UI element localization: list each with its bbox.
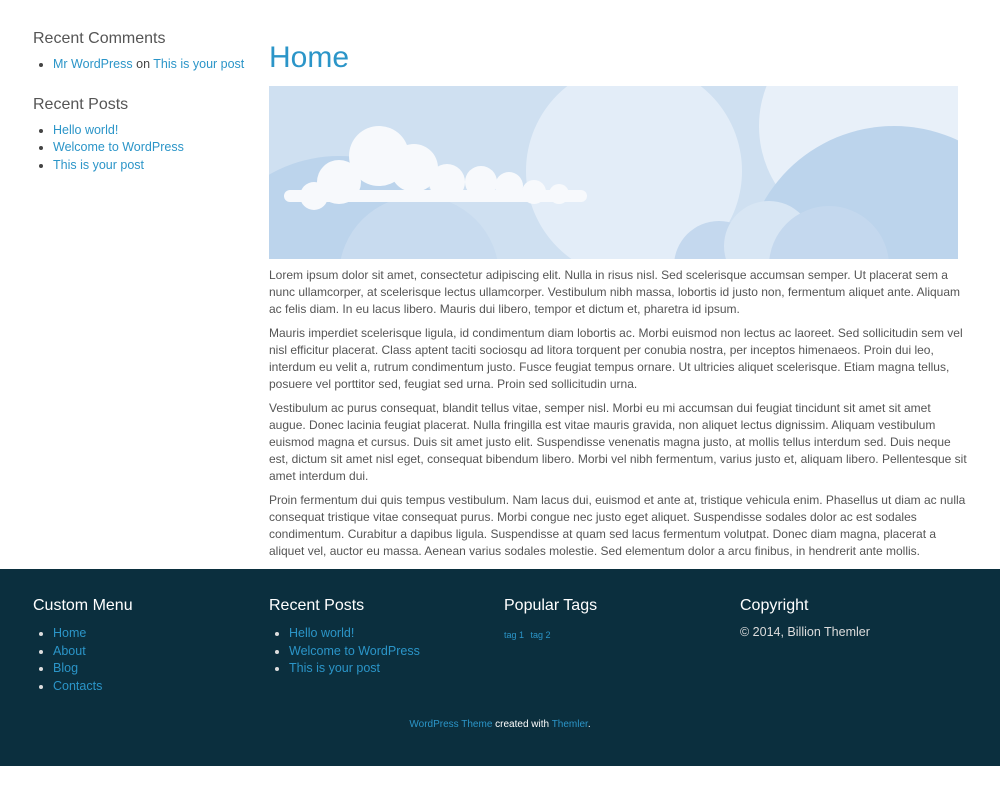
footer-popular-tags-title: Popular Tags [504,597,598,614]
footer-post-hello-world[interactable]: Hello world! [289,626,355,640]
footer-popular-tags [504,597,724,643]
themler-link[interactable]: Themler [551,719,588,730]
recent-post-link-hello-world[interactable]: Hello world! [53,122,119,137]
header-banner-image [269,86,958,259]
footer-recent-posts [269,597,489,678]
list-item [53,678,253,696]
recent-post-link-welcome[interactable]: Welcome to WordPress [53,140,184,154]
comment-author-link[interactable]: Mr WordPress [53,57,133,71]
footer-copyright [740,597,960,639]
recent-post-link-your-post[interactable]: This is your post [53,157,145,172]
footer-menu-list [33,625,253,695]
list-item [53,122,248,140]
page-title: Home [269,41,350,74]
recent-comments-list [33,56,248,74]
recent-posts-title: Recent Posts [33,95,129,113]
list-item [53,643,253,661]
recent-comments-title: Recent Comments [33,30,166,47]
comment-item [53,56,248,74]
tag-cloud [504,625,724,643]
footer-copyright-title: Copyright [740,597,809,614]
list-item [53,625,253,643]
main-content [269,40,968,567]
footer-custom-menu [33,597,253,695]
comment-on-text: on [136,57,151,71]
list-item [289,643,489,661]
footer-recent-posts-title: Recent Posts [269,597,365,614]
footer-custom-menu-title: Custom Menu [33,597,133,614]
list-item [289,660,489,678]
site-footer [0,569,1000,766]
list-item [53,139,248,157]
footer-post-your-post[interactable]: This is your post [289,661,381,675]
content-paragraph-3: Vestibulum ac purus consequat, blandit tellus vitae, semper nisl. Morbi eu mi accumsan dui feugiat tincidunt sit amet sit amet augue. Donec lacinia feugiat placerat. Nulla fringilla est vitae mauris gravida, non aliquet lectus dignissim. Aliquam vestibulum euismod magna et cursus. Duis sit amet justo elit. Suspendisse venenatis magna justo, at mollis tellus interdum sed. Duis neque est, dictum sit amet nisl eget, consequat bibendum libero. Morbi vel nibh fermentum, varius justo et, aliquam libero. Pellentesque sit amet interdum dui. [269,401,967,483]
footer-menu-about[interactable]: About [53,643,86,658]
footer-post-welcome[interactable]: Welcome to WordPress [289,643,420,658]
content-paragraph-4: Proin fermentum dui quis tempus vestibulum. Nam lacus dui, euismod et ante at, tristique vehicula enim. Phasellus ut diam ac nulla consequat tristique vitae consequat purus. Morbi congue nec justo eget aliquet. Suspendisse sodales dolor ac est sodales condimentum. Curabitur a dapibus ligula. Suspendisse at quam sed lacus fermentum volutpat. Donec diam magna, placerat a aliquet vel, auctor eu massa. Aenean varius sodales molestie. Sed elementum dolor a arcu finibus, in hendrerit ante mollis. [269,493,966,558]
credit-end-text: . [587,719,591,730]
footer-menu-contacts[interactable]: Contacts [53,678,103,693]
comment-post-link[interactable]: This is your post [153,57,245,71]
tag-link-2[interactable]: tag 2 [530,630,551,640]
list-item [289,625,489,643]
copyright-text: © 2014, Billion Themler [740,625,870,639]
sidebar [33,30,248,196]
wordpress-theme-link[interactable]: WordPress Theme [409,719,493,730]
tag-link-1[interactable]: tag 1 [504,630,525,640]
footer-menu-home[interactable]: Home [53,626,87,640]
list-item [53,157,248,175]
content-paragraph-2: Mauris imperdiet scelerisque ligula, id condimentum diam lobortis ac. Morbi euismod non lectus ac laoreet. Sed sollicitudin sem vel nisl efficitur placerat. Class aptent taciti sociosqu ad litora torquent per conubia nostra, per inceptos himenaeos. Proin dui leo, interdum eu velit a, rutrum condimentum justo. Fusce feugiat tempus ornare. Ut ultricies aliquet scelerisque. Etiam magna tellus, posuere vel porttitor sed, feugiat sed urna. Proin sed sollicitudin urna. [269,326,963,391]
footer-recent-posts-list [269,625,489,678]
list-item [53,660,253,678]
credit-middle-text: created with [492,719,552,730]
footer-credit [0,719,1000,730]
footer-menu-blog[interactable]: Blog [53,661,79,675]
content-paragraph-1: Lorem ipsum dolor sit amet, consectetur adipiscing elit. Nulla in risus nisl. Sed scelerisque accumsan semper. Ut placerat sem a nunc ullamcorper, at scelerisque lectus ullamcorper. Vestibulum nibh massa, lobortis id justo non, fermentum aliquet ante. Aliquam ac felis diam. In eu lacus libero. Mauris dui libero, tempor et dictum et, pharetra id ipsum. [269,268,961,316]
recent-posts-list [33,122,248,175]
